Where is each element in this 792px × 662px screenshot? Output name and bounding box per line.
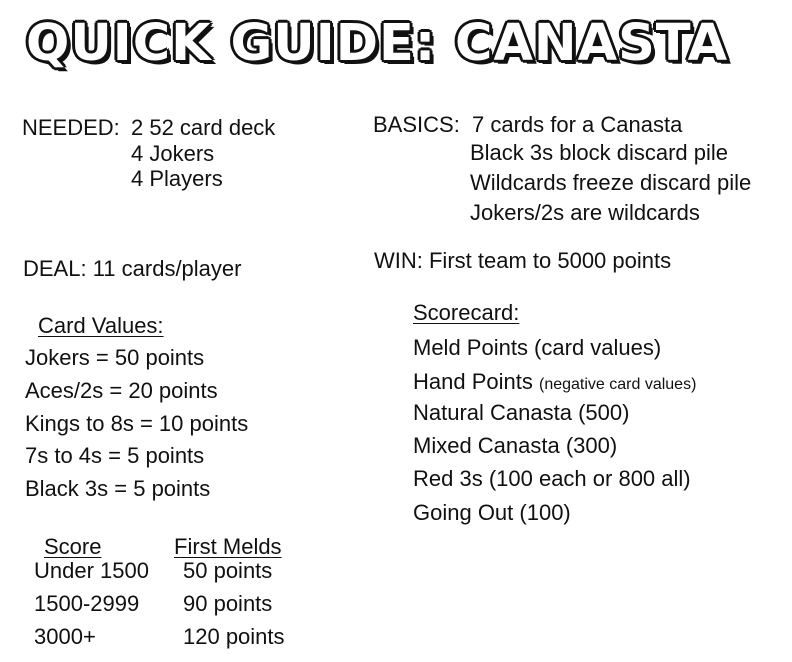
needed-item: 2 52 card deck [131, 115, 276, 140]
card-value-item: 7s to 4s = 5 points [25, 443, 205, 468]
scorecard-heading: Scorecard: [413, 300, 520, 325]
basics-label: BASICS: [373, 112, 460, 137]
table-cell-meld: 90 points [183, 591, 273, 616]
page-title: QUICK GUIDE: CANASTA [26, 14, 729, 73]
card-value-item: Kings to 8s = 10 points [25, 411, 249, 436]
needed-label: NEEDED: [22, 115, 120, 140]
scorecard-item [413, 466, 691, 492]
basics-item: Jokers/2s are wildcards [470, 200, 700, 225]
table-cell-score: 1500-2999 [34, 591, 140, 616]
scorecard-item-main: Natural Canasta (500) [413, 400, 630, 425]
scorecard-item [413, 500, 571, 526]
basics-item: Wildcards freeze discard pile [470, 170, 752, 195]
table-header-score: Score [44, 534, 102, 559]
scorecard-item [413, 433, 617, 459]
needed-item: 4 Jokers [131, 141, 215, 166]
table-cell-score: Under 1500 [34, 558, 149, 583]
scorecard-item [413, 335, 661, 361]
table-cell-meld: 50 points [183, 558, 273, 583]
scorecard-item-main: Red 3s (100 each or 800 all) [413, 466, 691, 491]
scorecard-item-main: Hand Points [413, 369, 533, 394]
basics-item: 7 cards for a Canasta [472, 112, 683, 137]
scorecard-item-main: Mixed Canasta (300) [413, 433, 618, 458]
scorecard-item-note: (negative card values) [538, 376, 697, 393]
scorecard-item [413, 369, 696, 395]
needed-item: 4 Players [131, 166, 223, 191]
basics-item: Black 3s block discard pile [470, 140, 729, 165]
scorecard-item-main: Going Out (100) [413, 500, 571, 525]
deal-text: DEAL: 11 cards/player [23, 256, 242, 281]
card-value-item: Aces/2s = 20 points [25, 378, 218, 403]
scorecard-item-main: Meld Points (card values) [413, 335, 662, 360]
card-values-heading: Card Values: [38, 313, 164, 338]
card-value-item: Jokers = 50 points [25, 345, 205, 370]
table-cell-meld: 120 points [183, 624, 285, 649]
card-value-item: Black 3s = 5 points [25, 476, 211, 501]
table-cell-score: 3000+ [34, 624, 96, 649]
scorecard-item [413, 400, 629, 426]
table-header-first-melds: First Melds [174, 534, 282, 559]
win-text: WIN: First team to 5000 points [374, 248, 672, 273]
